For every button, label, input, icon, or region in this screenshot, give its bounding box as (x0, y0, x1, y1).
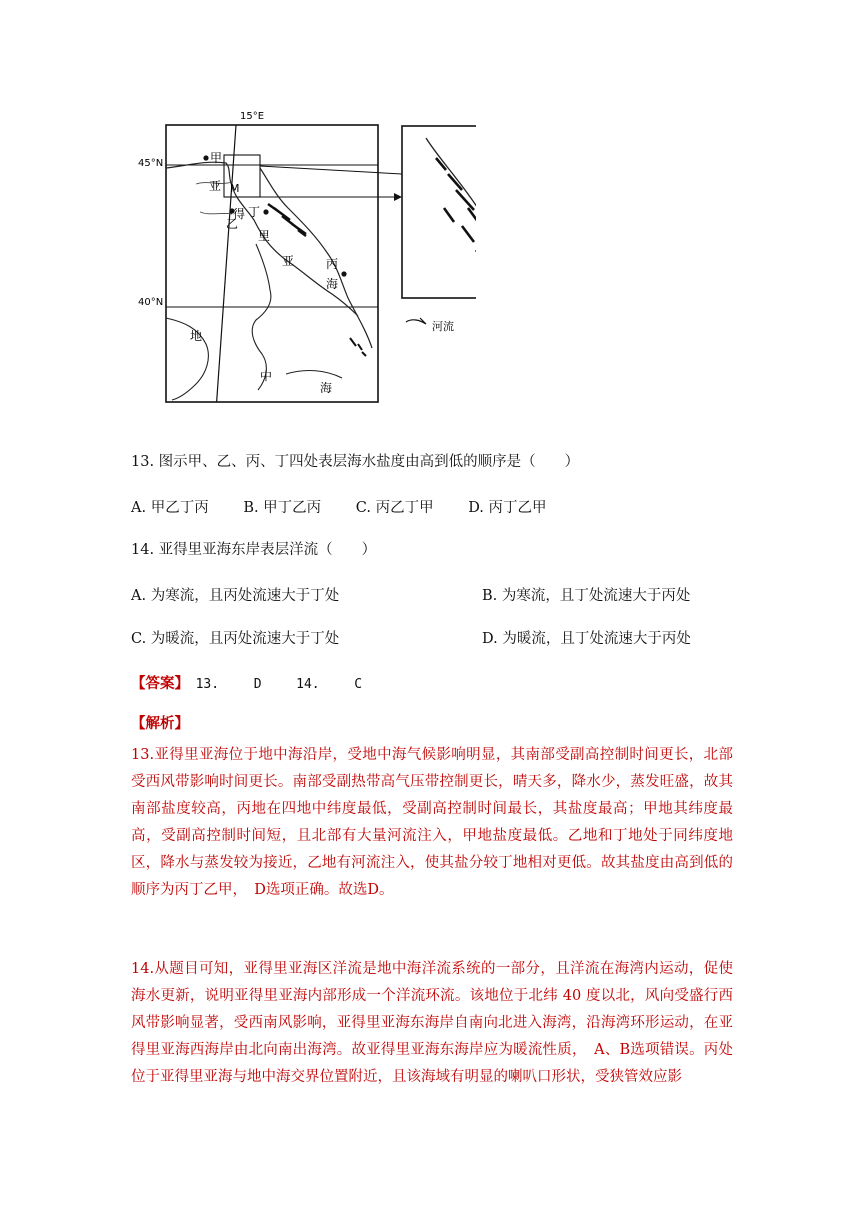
adriatic-map (136, 108, 476, 408)
q14-option-b: B. 为寒流，且丁处流速大于丙处 (482, 588, 691, 604)
label-li: 里 (258, 229, 271, 243)
label-m: M (230, 182, 240, 195)
answer-line (131, 672, 390, 693)
legend-river-symbol (406, 318, 426, 324)
river-yi (200, 212, 232, 214)
answer-14-value: C (354, 677, 363, 692)
q13-option-b: B. 甲丁乙丙 (243, 500, 322, 516)
answer-13-label: 13. (195, 677, 220, 692)
label-45n: 45°N (138, 158, 164, 169)
answer-13-value: D (253, 677, 262, 692)
sardinia-coast (166, 318, 208, 400)
label-40n: 40°N (138, 297, 164, 308)
sicily-coast (286, 371, 342, 378)
q13-option-d: D. 丙丁乙甲 (468, 500, 547, 516)
map-figure (136, 108, 476, 408)
point-jia (203, 155, 208, 160)
q13-options (131, 496, 577, 517)
legend-river-label: 河流 (432, 320, 454, 333)
q14-stem: 14. 亚得里亚海东岸表层洋流（ ） (131, 542, 377, 558)
q14-option-d: D. 为暖流，且丁处流速大于丙处 (482, 631, 691, 647)
label-zhong: 中 (260, 369, 273, 383)
answer-tag: 【答案】 (131, 675, 189, 692)
q13-stem: 13. 图示甲、乙、丙、丁四处表层海水盐度由高到低的顺序是（ ） (131, 454, 580, 470)
label-jia: 甲 (210, 151, 223, 165)
label-bing: 丙 (326, 257, 339, 271)
explain-paragraph-14: 14.从题目可知，亚得里亚海区洋流是地中海洋流系统的一部分，且洋流在海湾内运动，促使海水更新，说明亚得里亚海内部形成一个洋流环流。该地位于北纬 40 度以北，风向受盛行西风带影响显著，受西南风影响，亚得里亚海东海岸自南向北进入海湾，沿海湾环形运动，在亚得里亚海西海岸由北向南出海湾。故亚得里亚海东海岸应为暖流性质， A、B选项错误。丙处位于亚得里亚海与地中海交界位置附近，且该海域有明显的喇叭口形状，受狭管效应影 (131, 961, 733, 1085)
q13-option-a: A. 甲乙丁丙 (131, 500, 209, 516)
inset-connector-top (260, 166, 402, 174)
label-yi: 乙 (226, 217, 239, 231)
label-de: 得 (233, 207, 246, 221)
label-15e: 15°E (240, 111, 265, 122)
label-ding: 丁 (248, 205, 261, 219)
inset-map-frame (402, 126, 476, 298)
label-ya1: 亚 (209, 179, 222, 193)
q14-option-a: A. 为寒流，且丙处流速大于丁处 (131, 588, 340, 604)
explain-paragraph-13: 13.亚得里亚海位于地中海沿岸，受地中海气候影响明显，其南部受副高控制时间更长，北部受西风带影响时间更长。南部受副热带高气压带控制更长，晴天多，降水少，蒸发旺盛，故其南部盐度较高，丙地在四地中纬度最低，受副高控制时间最长，其盐度最高；甲地其纬度最高，受副高控制时间短，且北部有大量河流注入，甲地盐度最低。乙地和丁地处于同纬度地区，降水与蒸发较为接近，乙地有河流注入，使其盐分较丁地相对更低。故其盐度由高到低的顺序为丙丁乙甲， D选项正确。故选D。 (131, 747, 733, 898)
label-hai2: 海 (320, 381, 333, 395)
southern-islands (350, 338, 366, 356)
inset-islands (436, 158, 476, 274)
arrow-head (394, 193, 402, 201)
label-hai1: 海 (326, 277, 339, 291)
explain-tag: 【解析】 (131, 715, 189, 732)
balkan-coast (260, 168, 372, 348)
answer-14-label: 14. (296, 677, 320, 692)
label-ya2: 亚 (282, 254, 295, 268)
q14-option-c: C. 为暖流，且丙处流速大于丁处 (131, 631, 340, 647)
label-di: 地 (190, 329, 203, 343)
q13-option-c: C. 丙乙丁甲 (355, 500, 434, 516)
point-ding (263, 209, 268, 214)
point-bing (341, 271, 346, 276)
meridian-15e (217, 125, 239, 402)
